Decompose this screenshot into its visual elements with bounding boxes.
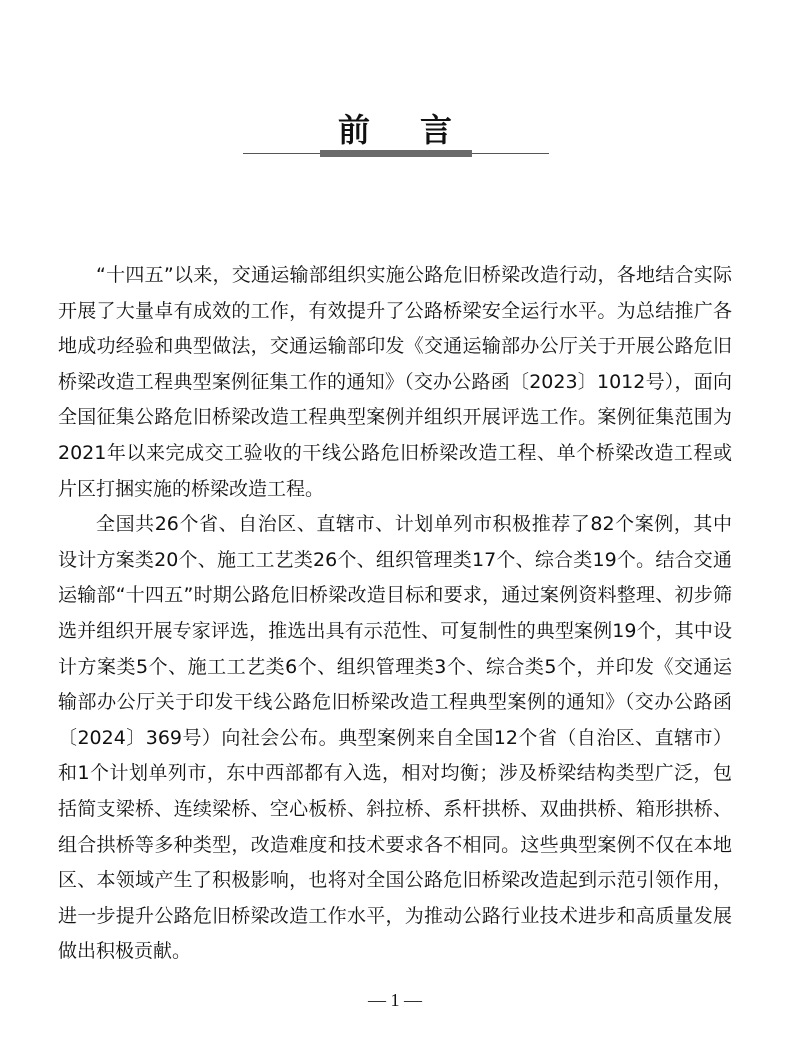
paragraph-1: “十四五”以来，交通运输部组织实施公路危旧桥梁改造行动，各地结合实际开展了大量卓有成效的工作，有效提升了公路桥梁安全运行水平。为总结推广各地成功经验和典型做法，交通运输部印发《交通运输部办公厅关于开展公路危旧桥梁改造工程典型案例征集工作的通知》（交办公路函〔2023〕1012号），面向全国征集公路危旧桥梁改造工程典型案例并组织开展评选工作。案例征集范围为2021年以来完成交工验收的干线公路危旧桥梁改造工程、单个桥梁改造工程或片区打捆实施的桥梁改造工程。 bbox=[58, 264, 732, 500]
title-underline-bar bbox=[320, 150, 472, 157]
title-block bbox=[0, 108, 790, 152]
page-number: — 1 — bbox=[368, 990, 422, 1010]
paragraph-2: 全国共26个省、自治区、直辖市、计划单列市积极推荐了82个案例，其中设计方案类20个、施工工艺类26个、组织管理类17个、综合类19个。结合交通运输部“十四五”时期公路危旧桥梁改造目标和要求，通过案例资料整理、初步筛选并组织开展专家评选，推选出具有示范性、可复制性的典型案例19个，其中设计方案类5个、施工工艺类6个、组织管理类3个、综合类5个，并印发《交通运输部办公厅关于印发干线公路危旧桥梁改造工程典型案例的通知》（交办公路函〔2024〕369号）向社会公布。典型案例来自全国12个省（自治区、直辖市）和1个计划单列市，东中西部都有入选，相对均衡；涉及桥梁结构类型广泛，包括简支梁桥、连续梁桥、空心板桥、斜拉桥、系杆拱桥、双曲拱桥、箱形拱桥、组合拱桥等多种类型，改造难度和技术要求各不相同。这些典型案例不仅在本地区、本领域产生了积极影响，也将对全国公路危旧桥梁改造起到示范引领作用，进一步提升公路危旧桥梁改造工作水平，为推动公路行业技术进步和高质量发展做出积极贡献。 bbox=[58, 513, 732, 963]
page-title: 前言 bbox=[337, 111, 502, 149]
body-text bbox=[58, 258, 732, 970]
